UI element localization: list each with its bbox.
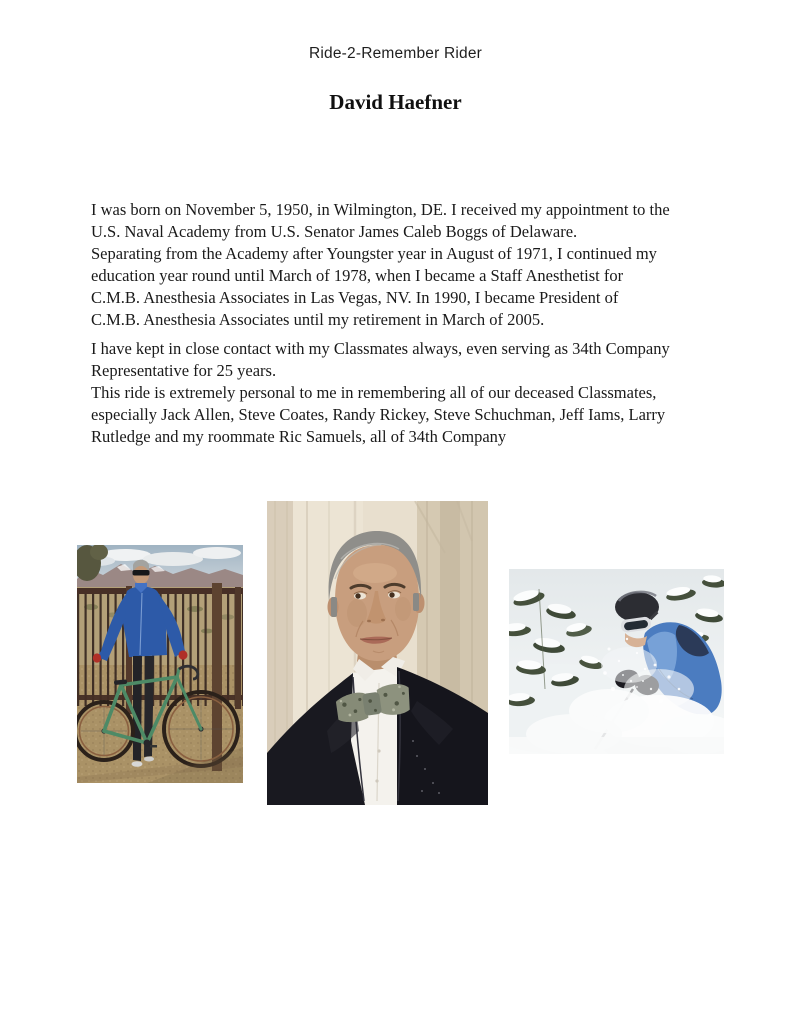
bio-text-line: I was born on November 5, 1950, in Wilmington, DE. I received my appointment to the [91, 200, 670, 219]
bio-text-line: U.S. Naval Academy from U.S. Senator James Caleb Boggs of Delaware. [91, 222, 578, 241]
bio-text-line: Representative for 25 years. [91, 361, 277, 380]
sunglasses [133, 570, 150, 576]
bio-text-line: C.M.B. Anesthesia Associates in Las Vegas, NV. In 1990, I became President of [91, 288, 619, 307]
bio-paragraph-1 [91, 199, 670, 331]
cycling-photo [77, 545, 243, 783]
document-header: Ride-2-Remember Rider [308, 45, 483, 62]
bio-text-line: Separating from the Academy after Youngster year in August of 1971, I continued my [91, 244, 657, 263]
skiing-photo [509, 569, 724, 754]
bio-paragraph-2 [91, 338, 670, 448]
bio-text-line: This ride is extremely personal to me in remembering all of our deceased Classmates, [91, 383, 657, 402]
right-glove [179, 650, 188, 659]
bio-text-line: C.M.B. Anesthesia Associates until my retirement in March of 2005. [91, 310, 545, 329]
bio-text [91, 199, 670, 448]
left-glove [93, 653, 101, 662]
portrait-photo [267, 501, 488, 805]
bio-text-line: education year round until March of 1978, when I became a Staff Anesthetist for [91, 266, 624, 285]
bio-text-line: especially Jack Allen, Steve Coates, Randy Rickey, Steve Schuchman, Jeff Iams, Larry [91, 405, 666, 424]
bio-text-line: Rutledge and my roommate Ric Samuels, all of 34th Company [91, 427, 507, 446]
bio-text-line: I have kept in close contact with my Classmates always, even serving as 34th Company [91, 339, 670, 358]
rider-name-title: David Haefner [329, 90, 462, 114]
